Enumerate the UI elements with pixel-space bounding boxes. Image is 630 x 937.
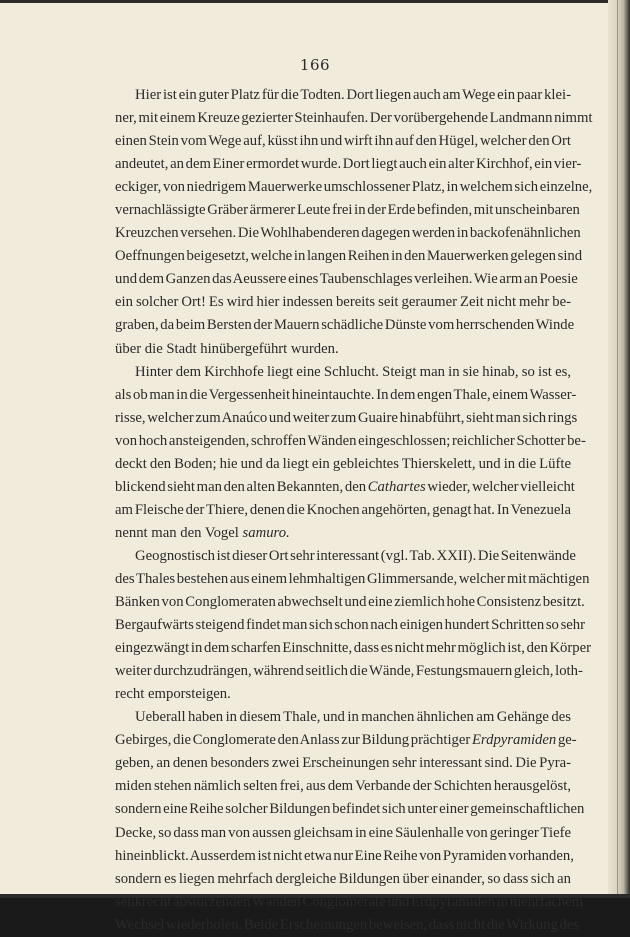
- body-text: [115, 84, 593, 937]
- text-line: [115, 729, 577, 752]
- text-line: als ob man in die Vergessenheit hineintauchte. In dem engen Thale, einem Wasser-: [115, 386, 577, 403]
- text-line: des Thales bestehen aus einem lehmhaltigen Glimmersande, welcher mit mächtigen: [115, 570, 590, 587]
- text-line: graben, da beim Bersten der Mauern schädliche Dünste vom herrschenden Winde: [115, 317, 575, 334]
- page-number: 166: [299, 56, 331, 74]
- text-line: ein solcher Ort! Es wird hier indessen bereits seit geraumer Zeit nicht mehr be-: [115, 294, 571, 311]
- text-line: vernachlässigte Gräber ärmerer Leute frei in der Erde befinden, mit unscheinbaren: [115, 202, 580, 219]
- text-fragment: ge-: [556, 732, 577, 749]
- page-fold-shadow: [608, 0, 630, 898]
- text-line: [115, 476, 575, 499]
- text-line: senkrecht abstürzenden Wänden Conglomerate und Erdpyramiden in mehrfachem: [115, 893, 584, 910]
- text-line: Hier ist ein guter Platz für die Todten. Dort liegen auch am Wege ein paar klei-: [135, 87, 571, 103]
- text-line: Kreuzchen versehen. Die Wohlhabenderen dagegen werden in backofenähnlichen: [115, 225, 581, 242]
- italic-term: Erdpyramiden: [471, 732, 557, 749]
- text-line: ner, mit einem Kreuze gezierter Steinhaufen. Der vorübergehende Landmann nimmt: [115, 110, 593, 127]
- text-line: Bänken von Conglomeraten abwechselt und eine ziemlich hohe Consistenz besitzt.: [115, 594, 585, 611]
- text-line: [115, 522, 571, 545]
- text-line: eckiger, von niedrigem Mauerwerke umschlossener Platz, in welchem sich einzelne,: [115, 179, 593, 196]
- text-line: Wechsel wiederholen. Beide Erscheinungen beweisen, dass nicht die Wirkung des: [115, 916, 580, 933]
- text-line: Ueberall haben in diesem Thale, und in manchen ähnlichen am Gehänge des: [135, 709, 571, 726]
- text-line: Hinter dem Kirchhofe liegt eine Schlucht. Steigt man in sie hinab, so ist es,: [135, 363, 571, 380]
- paragraph-2: [115, 361, 586, 545]
- page-fold-line: [617, 0, 618, 898]
- text-line: hineinblickt. Ausserdem ist nicht etwa nur Eine Reihe von Pyramiden vorhanden,: [115, 847, 574, 864]
- text-line: sondern es liegen mehrfach dergleiche Bildungen über einander, so dass sich an: [115, 870, 571, 887]
- text-line: miden stehen nämlich selten frei, aus dem Verbande der Schichten herausgelöst,: [115, 778, 571, 795]
- text-line: Bergaufwärts steigend findet man sich schon nach einigen hundert Schritten so sehr: [115, 617, 586, 634]
- text-line: risse, welcher zum Anaúco und weiter zum Guaire hinabführt, sieht man sich rings: [115, 409, 578, 426]
- text-line: Oeffnungen beigesetzt, welche in langen Reihen in den Mauerwerken gelegen sind: [115, 248, 583, 265]
- paragraph-4: [115, 706, 585, 936]
- text-line: Decke, so dass man von aussen gleichsam in eine Säulenhalle von geringer Tiefe: [115, 824, 571, 841]
- text-line: sondern eine Reihe solcher Bildungen befindet sich unter einer gemeinschaftlichen: [115, 801, 585, 818]
- paragraph-3: [115, 545, 592, 706]
- text-line: deckt den Boden; hie und da liegt ein gebleichtes Thierskelett, und in die Lüfte: [115, 455, 571, 472]
- paragraph-1: [115, 84, 593, 361]
- text-line: einen Stein vom Wege auf, küsst ihn und wirft ihn auf den Hügel, welcher den Ort: [115, 133, 571, 150]
- text-line: recht emporsteigen.: [115, 686, 231, 703]
- text-line: andeutet, an dem Einer ermordet wurde. Dort liegt auch ein alter Kirchhof, ein vier-: [115, 156, 582, 173]
- italic-term: samuro.: [242, 524, 290, 541]
- text-fragment: nennt man den Vogel: [115, 524, 243, 541]
- text-fragment: wieder, welcher vielleicht: [425, 478, 575, 495]
- text-line: weiter durchzudrängen, während seitlich die Wände, Festungsmauern gleich, loth-: [115, 663, 583, 680]
- text-line: geben, an denen besonders zwei Erscheinungen sehr interessant sind. Die Pyra-: [115, 755, 571, 772]
- text-line: eingezwängt in dem scharfen Einschnitte, dass es nicht mehr möglich ist, den Körper: [115, 640, 592, 657]
- text-line: und dem Ganzen das Aeussere eines Taubenschlages verleihen. Wie arm an Poesie: [115, 271, 578, 288]
- italic-term: Cathartes: [367, 478, 426, 495]
- text-fragment: Gebirges, die Conglomerate den Anlass zur Bildung prächtiger: [115, 732, 472, 749]
- text-fragment: blickend sieht man den alten Bekannten, den: [115, 478, 368, 495]
- text-line: am Fleische der Thiere, denen die Knochen angehörten, genagt hat. In Venezuela: [115, 501, 571, 518]
- text-line: über die Stadt hinübergeführt wurden.: [115, 340, 339, 357]
- text-line: Geognostisch ist dieser Ort sehr interessant (vgl. Tab. XXII). Die Seitenwände: [135, 547, 576, 564]
- scan-edge-top: [0, 0, 630, 3]
- text-line: von hoch ansteigenden, schroffen Wänden eingeschlossen; reichlicher Schotter be-: [115, 432, 586, 449]
